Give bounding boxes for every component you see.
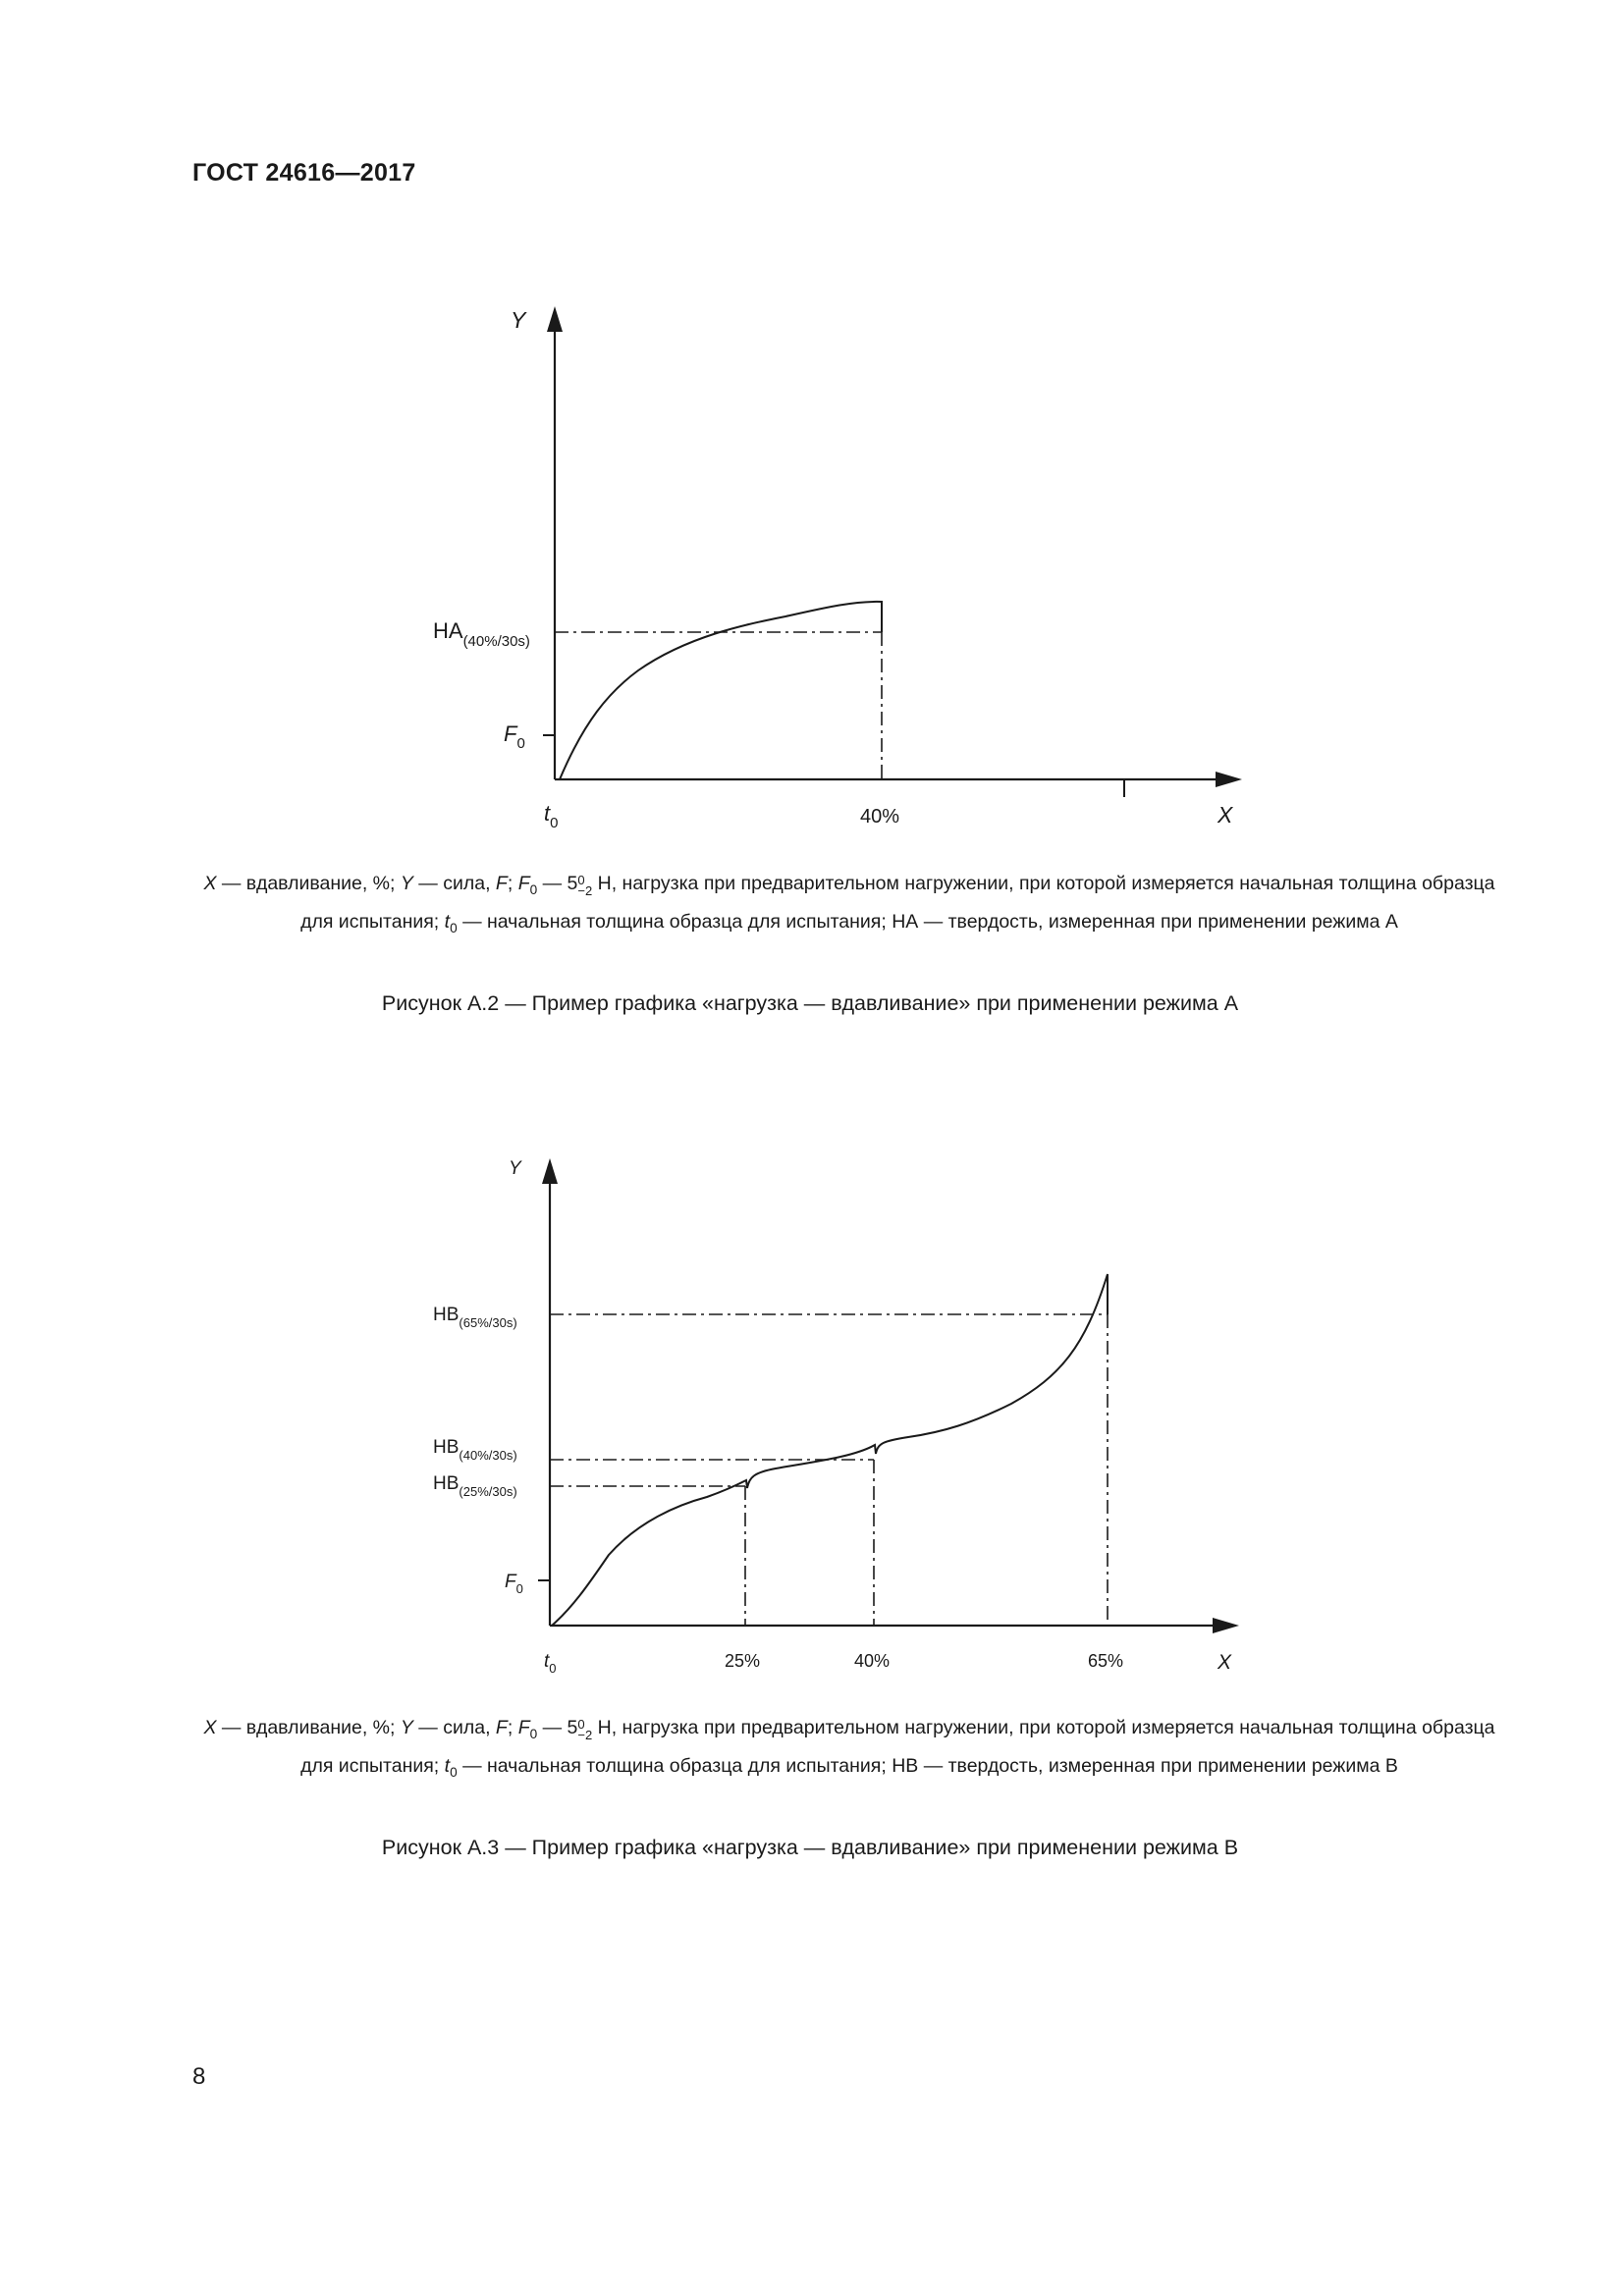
figure-a3-legend: X — вдавливание, %; Y — сила, F; $F_0$ — 50 −2 Н, нагрузка при предварительном нагружении, при которой измеряется начальная толщина образца для испытания; $t_0$ — начальная толщина образца для испытания; НВ — твердость, измеренная при применении режима В bbox=[203, 1717, 1495, 1780]
page-number: 8 bbox=[192, 2063, 206, 2090]
load-curve bbox=[560, 602, 882, 779]
figure-a2 bbox=[0, 0, 1623, 1041]
x-axis-label: X bbox=[1217, 802, 1233, 828]
ha-label: $HA_{(40\%/30s)}$ bbox=[433, 618, 530, 650]
hb65-label: $HB_{(65\%/30s)}$ bbox=[433, 1305, 517, 1330]
hb40-label: $HB_{(40\%/30s)}$ bbox=[433, 1437, 517, 1463]
y-axis-label: Y bbox=[511, 307, 526, 333]
t0-label: $t_0$ bbox=[544, 801, 559, 831]
f0-label: $F_0$ bbox=[504, 721, 525, 752]
load-curve bbox=[552, 1274, 1108, 1626]
tick-label-40: 40% bbox=[854, 1651, 891, 1671]
y-axis-arrow bbox=[542, 1158, 558, 1184]
document-header: ГОСТ 24616—2017 bbox=[192, 159, 416, 187]
figure-a2-legend: X — вдавливание, %; Y — сила, F; $F_0$ — 50 −2 Н, нагрузка при предварительном нагружении, при которой измеряется начальная толщина образца для испытания; $t_0$ — начальная толщина образца для испытания; НА — твердость, измеренная при применении режима А bbox=[203, 873, 1495, 935]
figure-a3-chart bbox=[0, 1119, 1623, 1924]
tick-label-65: 65% bbox=[1088, 1651, 1124, 1671]
figure-a2-caption: Рисунок А.2 — Пример графика «нагрузка — вдавливание» при применении режима А bbox=[381, 991, 1239, 1015]
tick-label-40: 40% bbox=[860, 806, 900, 828]
tick-label-25: 25% bbox=[725, 1651, 761, 1671]
x-axis-label: X bbox=[1217, 1651, 1232, 1674]
y-axis-label: Y bbox=[509, 1158, 521, 1179]
figure-a3-caption: Рисунок А.3 — Пример графика «нагрузка — вдавливание» при применении режима В bbox=[381, 1836, 1239, 1859]
x-axis-arrow bbox=[1213, 1618, 1239, 1633]
y-axis-arrow bbox=[547, 306, 563, 332]
figure-a3 bbox=[0, 1119, 1623, 1924]
f0-label: $F_0$ bbox=[505, 1572, 523, 1596]
x-axis-arrow bbox=[1216, 772, 1242, 787]
hb25-label: $HB_{(25\%/30s)}$ bbox=[433, 1473, 517, 1499]
t0-label: $t_0$ bbox=[544, 1651, 557, 1676]
